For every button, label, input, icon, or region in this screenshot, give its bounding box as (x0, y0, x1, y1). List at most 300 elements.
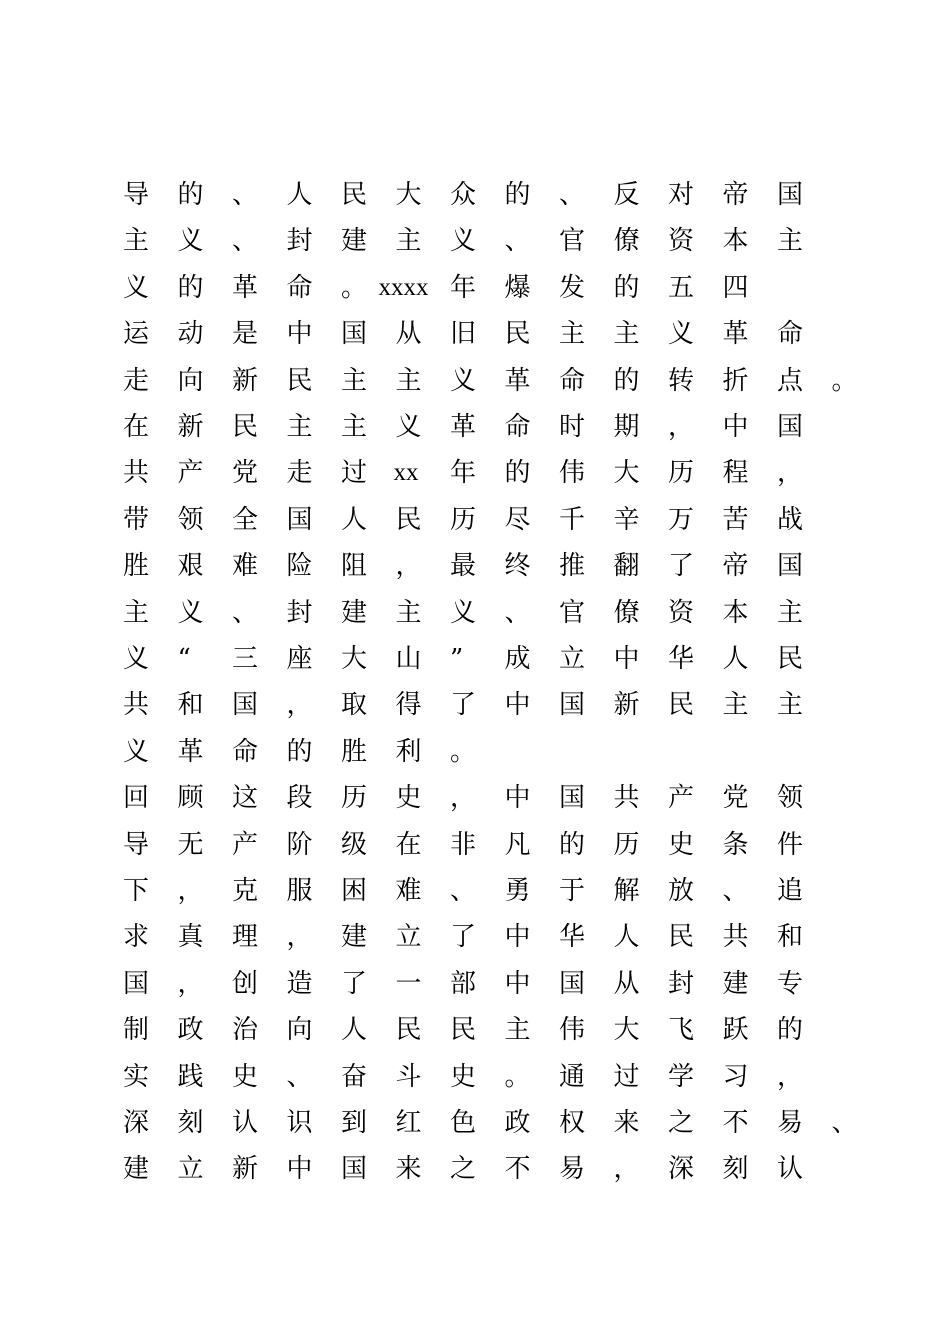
text-char: 国 (232, 690, 259, 721)
text-char: 、 (286, 1061, 313, 1092)
text-char: 革 (450, 412, 477, 442)
text-char: 人 (341, 504, 368, 535)
text-line (0, 218, 950, 264)
text-char: 领 (177, 504, 204, 535)
text-char: 历 (668, 458, 695, 489)
text-char: 翻 (613, 551, 640, 582)
text-char: 建 (341, 922, 368, 953)
text-char: 、 (232, 597, 259, 628)
text-char: 治 (232, 1015, 259, 1046)
text-char: 本 (722, 597, 749, 628)
text-char: 国 (341, 319, 368, 350)
text-char: 从 (395, 319, 422, 350)
text-char: 义 (450, 226, 477, 257)
text-char: 产 (668, 783, 695, 814)
text-line (0, 450, 950, 496)
text-char: 实 (123, 1061, 150, 1092)
text-char: 运 (123, 319, 150, 350)
text-char: 革 (177, 736, 204, 767)
text-char: 义 (123, 736, 150, 767)
text-char: 来 (395, 1154, 422, 1185)
text-char: ， (286, 690, 313, 721)
text-char: 时 (559, 412, 586, 442)
text-char: 主 (286, 412, 313, 442)
text-char: 过 (613, 1061, 640, 1092)
text-char: 胜 (341, 736, 368, 767)
text-char: 僚 (613, 597, 640, 628)
text-char: 封 (668, 968, 695, 999)
text-char: 国 (286, 504, 313, 535)
text-char: 伟 (559, 1015, 586, 1046)
text-char: 奋 (341, 1061, 368, 1092)
text-char: 大 (613, 1015, 640, 1046)
text-char: 带 (123, 504, 150, 535)
text-char: 克 (232, 876, 259, 906)
text-char: ， (450, 783, 477, 814)
text-char: 爆 (504, 272, 531, 303)
text-char: 立 (177, 1154, 204, 1185)
text-char: 和 (177, 690, 204, 721)
text-char: 产 (232, 829, 259, 860)
text-char: 的 (504, 180, 531, 210)
text-char: 发 (559, 272, 586, 303)
text-char: 的 (177, 180, 204, 210)
text-char: 建 (123, 1154, 150, 1185)
text-char: 民 (286, 365, 313, 396)
text-char: xxxx (378, 273, 429, 301)
text-line (0, 822, 950, 868)
text-char: ， (777, 1061, 804, 1092)
text-char: 华 (668, 644, 695, 674)
text-char: 、 (450, 876, 477, 906)
text-char: 民 (668, 922, 695, 953)
text-char: 件 (777, 829, 804, 860)
text-char: 推 (559, 551, 586, 582)
text-char: 苦 (722, 504, 749, 535)
text-line (0, 636, 950, 682)
text-char: 资 (668, 226, 695, 257)
text-char: 共 (722, 922, 749, 953)
text-line (0, 543, 950, 589)
text-char: 民 (504, 319, 531, 350)
text-char: 了 (450, 690, 477, 721)
text-char: 。 (450, 736, 477, 767)
text-char: 历 (613, 829, 640, 860)
text-char: 众 (450, 180, 477, 210)
text-char: 了 (668, 551, 695, 582)
text-char: 革 (722, 319, 749, 350)
text-char: 易 (559, 1154, 586, 1185)
text-char: 主 (395, 597, 422, 628)
text-char: 向 (286, 1015, 313, 1046)
text-char: 创 (232, 968, 259, 999)
text-char: 人 (341, 1015, 368, 1046)
text-char: 之 (450, 1154, 477, 1185)
text-line (0, 172, 950, 218)
text-char: 命 (286, 272, 313, 303)
text-char: 深 (668, 1154, 695, 1185)
text-char: “ (177, 644, 191, 674)
text-line (0, 404, 950, 450)
text-line (0, 265, 950, 311)
text-char: 三 (232, 644, 259, 674)
text-char: 斗 (395, 1061, 422, 1092)
text-char: 官 (559, 226, 586, 257)
text-char: 党 (722, 783, 749, 814)
text-char: 主 (395, 365, 422, 396)
text-char: 程 (722, 458, 749, 489)
text-char: 领 (777, 783, 804, 814)
text-char: 伟 (559, 458, 586, 489)
text-char: 政 (504, 1108, 531, 1138)
text-char: 级 (341, 829, 368, 860)
text-char: 的 (613, 272, 640, 303)
text-char: 产 (177, 458, 204, 489)
text-char: 座 (286, 644, 313, 674)
text-char: 官 (559, 597, 586, 628)
text-char: 封 (286, 597, 313, 628)
text-char: 取 (341, 690, 368, 721)
text-char: 主 (123, 226, 150, 257)
text-char: 主 (504, 1015, 531, 1046)
text-char: 刻 (177, 1108, 204, 1138)
text-char: 险 (286, 551, 313, 582)
text-line (0, 775, 950, 821)
text-char: 真 (177, 922, 204, 953)
text-char: 新 (177, 412, 204, 442)
text-char: 民 (668, 690, 695, 721)
text-char: 。 (504, 1061, 531, 1092)
text-char: ， (613, 1154, 640, 1185)
text-line (0, 497, 950, 543)
text-char: 到 (341, 1108, 368, 1138)
text-char: 从 (613, 968, 640, 999)
text-char: 来 (613, 1108, 640, 1138)
text-char: 认 (232, 1108, 259, 1138)
text-char: 义 (395, 412, 422, 442)
text-char: 帝 (722, 551, 749, 582)
text-char: 放 (668, 876, 695, 906)
text-char: ， (286, 922, 313, 953)
text-char: 的 (286, 736, 313, 767)
text-char: ， (177, 968, 204, 999)
text-char: 在 (123, 412, 150, 442)
text-char: 大 (613, 458, 640, 489)
text-char: 义 (450, 365, 477, 396)
text-char: ， (777, 458, 804, 489)
text-char: 的 (177, 272, 204, 303)
text-char: 国 (559, 968, 586, 999)
text-char: 帝 (722, 180, 749, 210)
text-char: 共 (123, 458, 150, 489)
text-char: 义 (177, 597, 204, 628)
text-char: 在 (395, 829, 422, 860)
text-char: 人 (286, 180, 313, 210)
text-line (0, 590, 950, 636)
text-char: 一 (395, 968, 422, 999)
text-char: 识 (286, 1108, 313, 1138)
text-char: 深 (123, 1108, 150, 1138)
text-char: xx (393, 459, 419, 487)
text-char: 中 (286, 319, 313, 350)
text-char: 的 (559, 829, 586, 860)
text-char: 这 (232, 783, 259, 814)
text-char: 跃 (722, 1015, 749, 1046)
text-char: 终 (504, 551, 531, 582)
text-char: 史 (232, 1061, 259, 1092)
text-char: 史 (450, 1061, 477, 1092)
text-char: 利 (395, 736, 422, 767)
text-char: 刻 (722, 1154, 749, 1185)
text-char: 过 (341, 458, 368, 489)
text-char: 段 (286, 783, 313, 814)
text-char: 新 (613, 690, 640, 721)
text-char: 五 (668, 272, 695, 303)
text-char: 红 (395, 1108, 422, 1138)
text-char: 本 (722, 226, 749, 257)
text-char: 命 (504, 412, 531, 442)
text-char: 主 (613, 319, 640, 350)
text-char: 追 (777, 876, 804, 906)
text-char: ， (668, 412, 695, 442)
text-char: 勇 (504, 876, 531, 906)
text-char: 僚 (613, 226, 640, 257)
text-char: 革 (232, 272, 259, 303)
text-char: 主 (341, 365, 368, 396)
text-char: 万 (668, 504, 695, 535)
text-char: 无 (177, 829, 204, 860)
text-char: 民 (232, 412, 259, 442)
text-char: 权 (559, 1108, 586, 1138)
text-char: 艰 (177, 551, 204, 582)
text-char: 对 (668, 180, 695, 210)
text-char: 下 (123, 876, 150, 906)
text-char: 于 (559, 876, 586, 906)
text-char: 主 (722, 690, 749, 721)
text-char: 了 (341, 968, 368, 999)
text-line (0, 682, 950, 728)
text-char: 主 (123, 597, 150, 628)
text-char: 回 (123, 783, 150, 814)
text-line (0, 1007, 950, 1053)
text-char: 导 (123, 180, 150, 210)
text-char: 向 (177, 365, 204, 396)
text-char: 中 (504, 922, 531, 953)
text-char: 共 (613, 783, 640, 814)
text-char: 飞 (668, 1015, 695, 1046)
text-line (0, 961, 950, 1007)
text-char: 、 (504, 597, 531, 628)
text-char: 了 (450, 922, 477, 953)
text-line (0, 358, 950, 404)
text-char: 难 (395, 876, 422, 906)
text-char: 史 (668, 829, 695, 860)
text-char: 凡 (504, 829, 531, 860)
text-char: 通 (559, 1061, 586, 1092)
text-char: 成 (504, 644, 531, 674)
text-char: 民 (450, 1015, 477, 1046)
text-char: 民 (777, 644, 804, 674)
text-line (0, 311, 950, 357)
text-char: 非 (450, 829, 477, 860)
text-char: 不 (722, 1108, 749, 1138)
text-char: 转 (668, 365, 695, 396)
text-char: 的 (504, 458, 531, 489)
text-char: 不 (504, 1154, 531, 1185)
text-char: 中 (286, 1154, 313, 1185)
text-char: 求 (123, 922, 150, 953)
text-char: 的 (613, 365, 640, 396)
text-char: 新 (232, 1154, 259, 1185)
text-char: 立 (395, 922, 422, 953)
text-char: 和 (777, 922, 804, 953)
text-char: 走 (286, 458, 313, 489)
text-char: 难 (232, 551, 259, 582)
text-char: 年 (450, 458, 477, 489)
text-char: 主 (777, 690, 804, 721)
text-char: 折 (722, 365, 749, 396)
text-char: 民 (395, 1015, 422, 1046)
text-char: 践 (177, 1061, 204, 1092)
text-char: 、 (722, 876, 749, 906)
text-char: 最 (450, 551, 477, 582)
text-char: 主 (777, 226, 804, 257)
text-char: 中 (722, 412, 749, 442)
text-char: 之 (668, 1108, 695, 1138)
text-char: 中 (504, 783, 531, 814)
text-line (0, 1054, 950, 1100)
text-char: 千 (559, 504, 586, 535)
text-char: 命 (559, 365, 586, 396)
text-char: 国 (559, 690, 586, 721)
text-char: ， (177, 876, 204, 906)
text-char: 华 (559, 922, 586, 953)
text-char: 动 (177, 319, 204, 350)
text-char: 史 (395, 783, 422, 814)
text-char: 战 (777, 504, 804, 535)
text-char: 主 (341, 412, 368, 442)
text-char: 辛 (613, 504, 640, 535)
text-char: 新 (232, 365, 259, 396)
text-char: 大 (395, 180, 422, 210)
text-char: 的 (777, 1015, 804, 1046)
text-char: 、 (232, 226, 259, 257)
text-char: 理 (232, 922, 259, 953)
text-char: 反 (613, 180, 640, 210)
text-char: 资 (668, 597, 695, 628)
text-char: 党 (232, 458, 259, 489)
text-char: 民 (341, 180, 368, 210)
text-char: 中 (613, 644, 640, 674)
text-char: 中 (504, 690, 531, 721)
text-char: 主 (559, 319, 586, 350)
text-char: 胜 (123, 551, 150, 582)
text-char: 期 (613, 412, 640, 442)
text-char: 、 (504, 226, 531, 257)
text-char: 困 (341, 876, 368, 906)
text-char: 易 (777, 1108, 804, 1138)
text-char: 点 (777, 365, 804, 396)
text-char: ” (450, 644, 464, 674)
text-char: 建 (341, 226, 368, 257)
text-char: 认 (777, 1154, 804, 1185)
text-char: 中 (504, 968, 531, 999)
text-char: 国 (777, 180, 804, 210)
text-char: 封 (286, 226, 313, 257)
text-char: 四 (722, 272, 749, 303)
text-char: 习 (722, 1061, 749, 1092)
text-char: 历 (341, 783, 368, 814)
text-char: 国 (777, 412, 804, 442)
text-char: 命 (232, 736, 259, 767)
text-char: 义 (668, 319, 695, 350)
text-char: 立 (559, 644, 586, 674)
text-char: ， (395, 551, 422, 582)
text-char: 得 (395, 690, 422, 721)
text-line (0, 914, 950, 960)
text-char: 阻 (341, 551, 368, 582)
text-char: 义 (123, 644, 150, 674)
text-char: 国 (341, 1154, 368, 1185)
text-char: 服 (286, 876, 313, 906)
text-char: 政 (177, 1015, 204, 1046)
text-char: 国 (123, 968, 150, 999)
text-char: 国 (777, 551, 804, 582)
text-char: 建 (341, 597, 368, 628)
text-char: 条 (722, 829, 749, 860)
text-line (0, 1146, 950, 1192)
text-char: 部 (450, 968, 477, 999)
text-char: 、 (831, 1108, 858, 1138)
text-char: 制 (123, 1015, 150, 1046)
text-char: 是 (232, 319, 259, 350)
text-char: 大 (341, 644, 368, 674)
text-char: 建 (722, 968, 749, 999)
text-char: 民 (395, 504, 422, 535)
text-char: 学 (668, 1061, 695, 1092)
text-char: 国 (559, 783, 586, 814)
text-char: 旧 (450, 319, 477, 350)
text-char: 人 (722, 644, 749, 674)
text-char: 年 (450, 272, 477, 303)
text-char: 义 (177, 226, 204, 257)
text-char: 尽 (504, 504, 531, 535)
text-char: 命 (777, 319, 804, 350)
text-line (0, 1100, 950, 1146)
text-char: 主 (395, 226, 422, 257)
text-char: 历 (450, 504, 477, 535)
text-char: 专 (777, 968, 804, 999)
text-char: 、 (232, 180, 259, 210)
text-char: 人 (613, 922, 640, 953)
text-line (0, 729, 950, 775)
text-char: 解 (613, 876, 640, 906)
text-char: 革 (504, 365, 531, 396)
text-char: 顾 (177, 783, 204, 814)
text-char: 阶 (286, 829, 313, 860)
text-char: 义 (450, 597, 477, 628)
text-char: 主 (777, 597, 804, 628)
text-char: 导 (123, 829, 150, 860)
text-char: 山 (395, 644, 422, 674)
text-char: 。 (831, 365, 858, 396)
text-char: 义 (123, 272, 150, 303)
text-char: 。 (341, 272, 368, 303)
text-char: 造 (286, 968, 313, 999)
text-char: 全 (232, 504, 259, 535)
text-char: 、 (559, 180, 586, 210)
text-char: 走 (123, 365, 150, 396)
